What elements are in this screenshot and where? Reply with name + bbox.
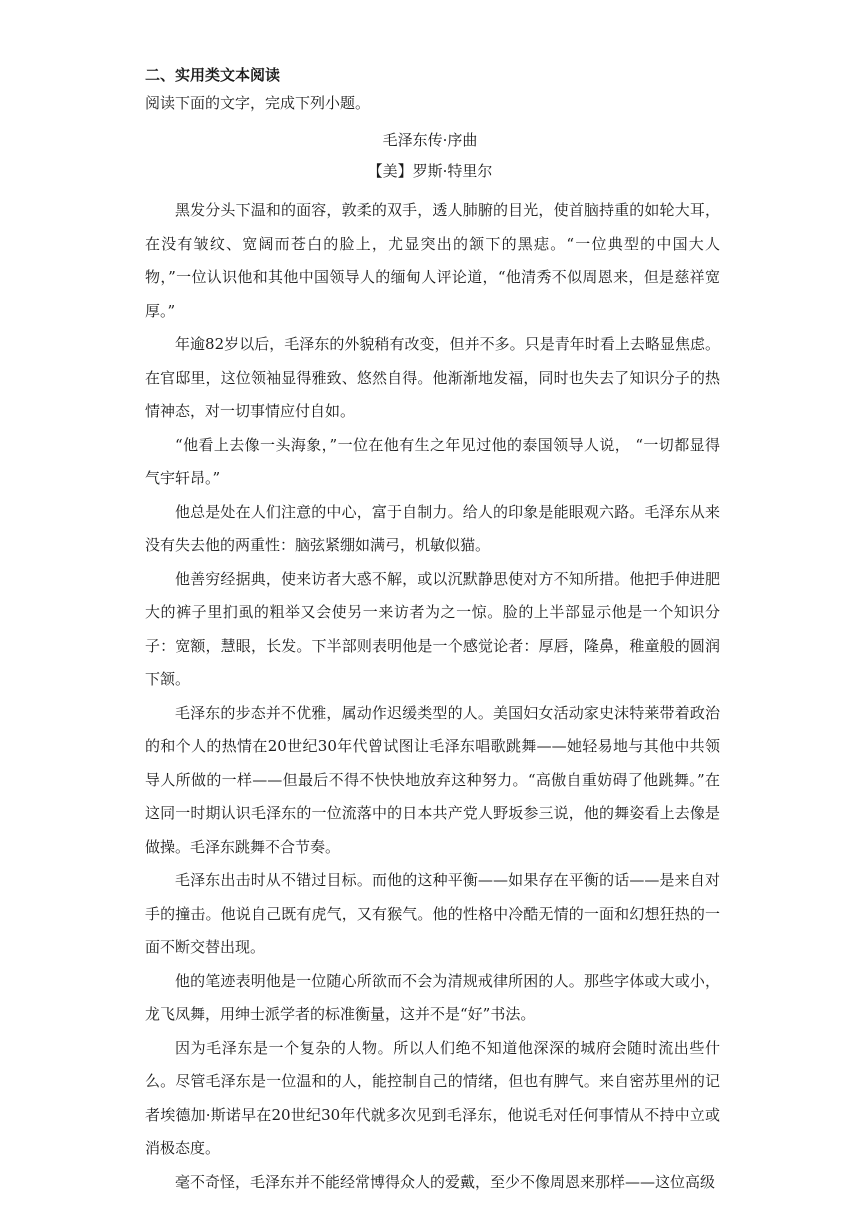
article-author: 【美】罗斯·特里尔 <box>367 162 493 180</box>
article-title: 毛泽东传·序曲 <box>382 131 478 149</box>
paragraph: 黑发分头下温和的面容，敦柔的双手，透人肺腑的目光，使首脑持重的如轮大耳，在没有皱纹、宽阔而苍白的脸上，尤显突出的颔下的黑痣。“一位典型的中国大人物，”一位认识他和其他中国领导人的缅甸人评论道，“他清秀不似周恩来，但是慈祥宽厚。” <box>145 201 720 320</box>
paragraph: 毛泽东的步态并不优雅，属动作迟缓类型的人。美国妇女活动家史沫特莱带着政治的和个人的热情在20世纪30年代曾试图让毛泽东唱歌跳舞——她轻易地与其他中共领导人所做的一样——但最后不得不快快地放弃这种努力。“高傲自重妨碍了他跳舞。”在这同一时期认识毛泽东的一位流落中的日本共产党人野坂参三说，他的舞姿看上去像是做操。毛泽东跳舞不合节奏。 <box>145 703 720 856</box>
paragraph: 年逾82岁以后，毛泽东的外貌稍有改变，但并不多。只是青年时看上去略显焦虑。在官邸里，这位领袖显得雅致、悠然自得。他渐渐地发福，同时也失去了知识分子的热情神态，对一切事情应付自如。 <box>145 335 720 420</box>
article-body <box>145 194 720 1199</box>
reading-instruction: 阅读下面的文字，完成下列小题。 <box>145 94 371 112</box>
paragraph: 他总是处在人们注意的中心，富于自制力。给人的印象是能眼观六路。毛泽东从来没有失去他的两重性：脑弦紧绷如满弓，机敏似猫。 <box>145 502 720 554</box>
section-heading: 二、实用类文本阅读 <box>145 66 281 84</box>
paragraph: “他看上去像一头海象，”一位在他有生之年见过他的泰国领导人说， “一切都显得气宇轩昂。” <box>145 435 720 487</box>
paragraph: 毫不奇怪，毛泽东并不能经常博得众人的爱戴，至少不像周恩来那样——这位高级 <box>175 1172 716 1191</box>
paragraph: 毛泽东出击时从不错过目标。而他的这种平衡——如果存在平衡的话——是来自对手的撞击。他说自己既有虎气，又有猴气。他的性格中冷酷无情的一面和幻想狂热的一面不断交替出现。 <box>145 871 720 956</box>
paragraph: 他善穷经据典，使来访者大惑不解，或以沉默静思使对方不知所措。他把手伸进肥大的裤子里扪虱的粗举又会使另一来访者为之一惊。脸的上半部显示他是一个知识分子：宽额，慧眼，长发。下半部则表明他是一个感觉论者：厚唇，隆鼻，稚童般的圆润下颔。 <box>145 569 720 688</box>
paragraph: 他的笔迹表明他是一位随心所欲而不会为清规戒律所困的人。那些字体或大或小，龙飞凤舞，用绅士派学者的标准衡量，这并不是“好”书法。 <box>145 971 720 1023</box>
paragraph: 因为毛泽东是一个复杂的人物。所以人们绝不知道他深深的城府会随时流出些什么。尽管毛泽东是一位温和的人，能控制自己的情绪，但也有脾气。来自密苏里州的记者埃德加·斯诺早在20世纪30年代就多次见到毛泽东，他说毛对任何事情从不持中立或消极态度。 <box>145 1038 720 1157</box>
